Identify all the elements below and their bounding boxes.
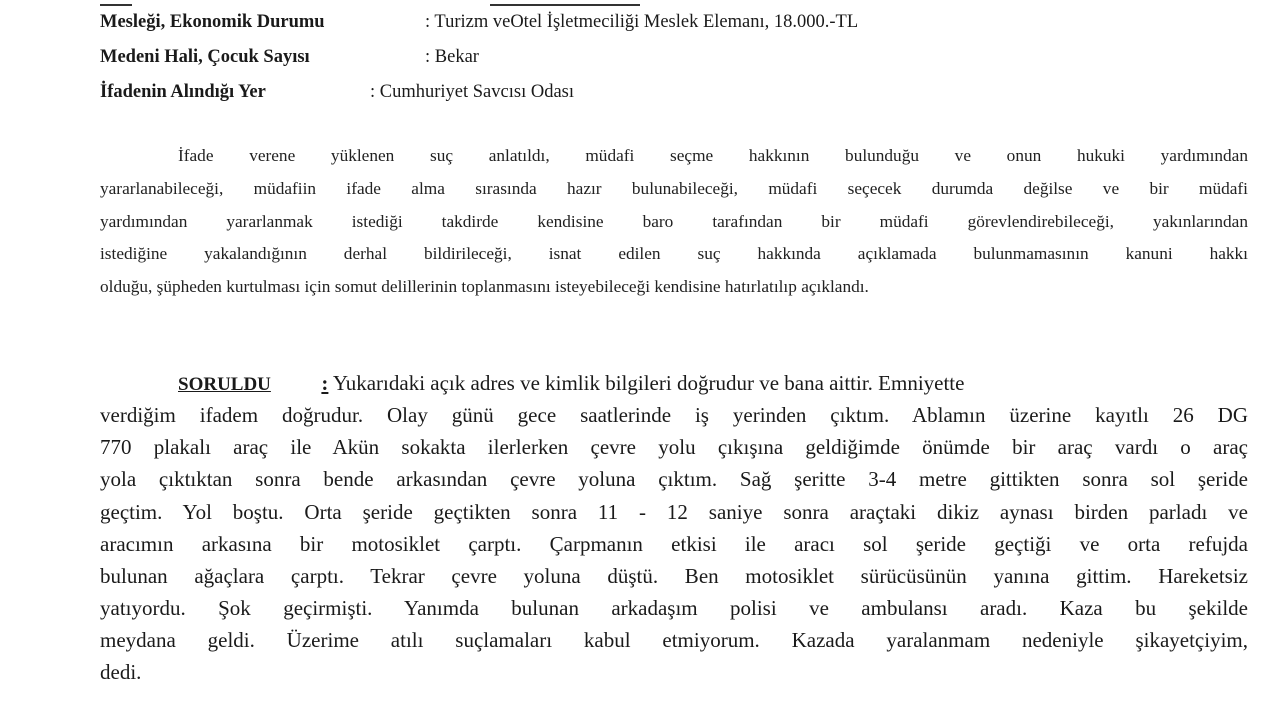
statement-line: aracımın arkasına bir motosiklet çarptı. Çarpmanın etkisi ile aracı sol şeride geçtiği ve orta refujda <box>100 532 1248 556</box>
statement-line: verdiğim ifadem doğrudur. Olay günü gece saatlerinde iş yerinden çıktım. Ablamın üzerine kayıtlı 26 DG <box>100 403 1248 427</box>
field-label: İfadenin Alındığı Yer <box>100 82 266 102</box>
field-label: Mesleği, Ekonomik Durumu <box>100 12 325 32</box>
soruldu-heading: SORULDU <box>178 374 271 395</box>
statement-line: 770 plakalı araç ile Akün sokakta ilerlerken çevre yolu çıkışına geldiğimde önümde bir araç vardı o araç <box>100 435 1248 459</box>
field-value: : Bekar <box>425 47 479 67</box>
paragraph-line: istediğine yakalandığının derhal bildirileceği, isnat edilen suç hakkında açıklamada bulunmamasının kanuni hakkı <box>100 244 1248 263</box>
statement-line: yola çıktıktan sonra bende arkasından çevre yoluna çıktım. Sağ şeritte 3-4 metre gittikten sonra sol şeride <box>100 467 1248 491</box>
field-label: Medeni Hali, Çocuk Sayısı <box>100 47 310 67</box>
field-marital-status <box>100 47 479 68</box>
statement-line: geçtim. Yol boştu. Orta şeride geçtikten sonra 11 - 12 saniye sonra araçtaki dikiz aynası birden parladı ve <box>100 500 1248 524</box>
paragraph-line: yardımından yararlanmak istediği takdirde kendisine baro tarafından bir müdafi görevlendirebileceği, yakınlarından <box>100 212 1248 231</box>
field-occupation <box>100 12 859 33</box>
statement-first-line <box>178 371 1248 396</box>
field-value: : Cumhuriyet Savcısı Odası <box>370 82 574 102</box>
statement-line: bulunan ağaçlara çarptı. Tekrar çevre yoluna düştü. Ben motosiklet sürücüsünün yanına gittim. Hareketsiz <box>100 564 1248 588</box>
statement-text: Yukarıdaki açık adres ve kimlik bilgileri doğrudur ve bana aittir. Emniyette <box>332 371 965 395</box>
paragraph-line: yararlanabileceği, müdafiin ifade alma sırasında hazır bulunabileceği, müdafi seçecek durumda değilse ve bir müdafi <box>100 179 1248 198</box>
statement-line: meydana geldi. Üzerime atılı suçlamaları kabul etmiyorum. Kazada yaralanmam nedeniyle şikayetçiyim, <box>100 628 1248 652</box>
paragraph-line: İfade verene yüklenen suç anlatıldı, müdafi seçme hakkının bulunduğu ve onun hukuki yardımından <box>178 146 1248 165</box>
field-statement-place <box>100 82 574 103</box>
statement-line: yatıyordu. Şok geçirmişti. Yanımda bulunan arkadaşım polisi ve ambulansı aradı. Kaza bu şekilde <box>100 596 1248 620</box>
cropped-underline-left <box>100 4 132 6</box>
heading-colon: : <box>321 371 329 395</box>
statement-line: dedi. <box>100 660 142 684</box>
paragraph-line: olduğu, şüpheden kurtulması için somut delillerinin toplanmasını isteyebileceği kendisine hatırlatılıp açıklandı. <box>100 277 869 296</box>
cropped-underline-right <box>490 4 640 6</box>
field-value: : Turizm veOtel İşletmeciliği Meslek Elemanı, 18.000.-TL <box>425 12 859 32</box>
